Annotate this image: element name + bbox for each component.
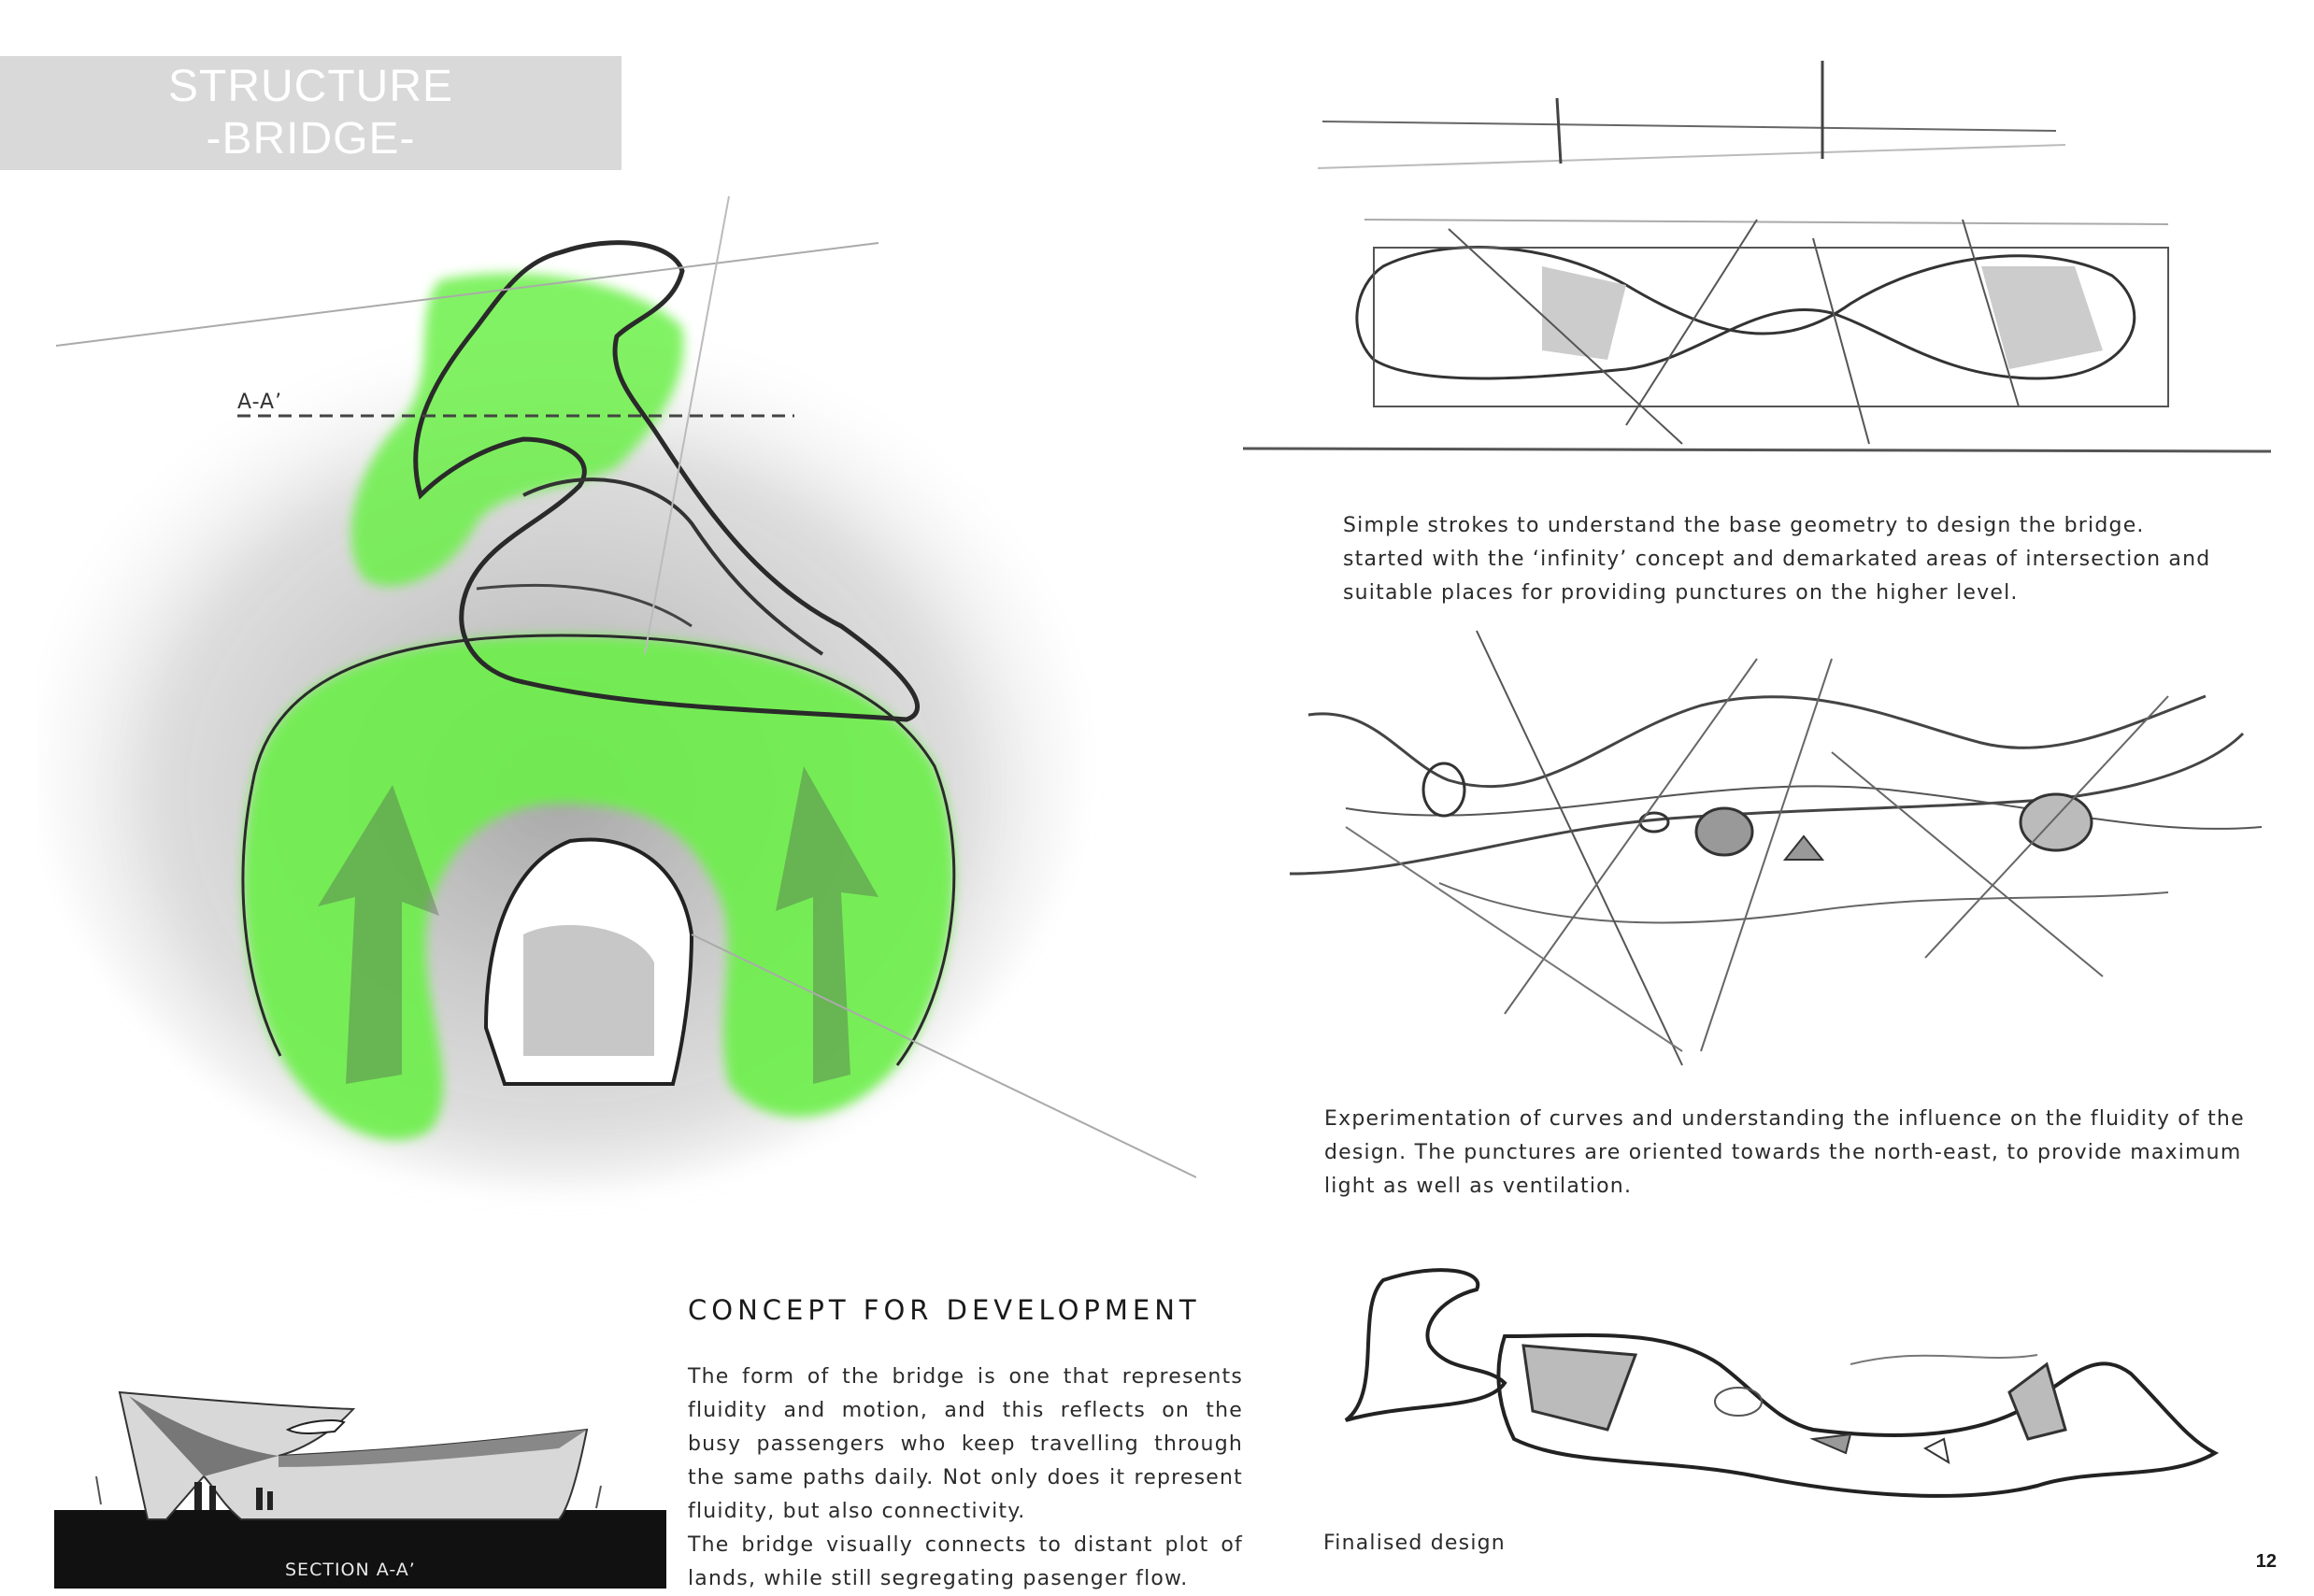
section-drawing: [54, 1355, 666, 1589]
curve: [1439, 883, 2168, 922]
infinity-sketch: [1234, 51, 2290, 463]
infinity-caption: [1343, 509, 2210, 610]
curves-caption: [1324, 1103, 2245, 1204]
sketch-line: [1318, 145, 2065, 168]
title-box: [0, 56, 621, 170]
caption-line: Simple strokes to understand the base geometry to design the bridge.: [1343, 514, 2145, 537]
grass: [596, 1486, 601, 1508]
sketch-line: [1813, 238, 1869, 444]
person: [267, 1491, 273, 1510]
caption-line: Experimentation of curves and understanding the influence on the fluidity of the: [1324, 1107, 2245, 1131]
final-caption: Finalised design: [1323, 1532, 1506, 1555]
page-number: 12: [2255, 1551, 2277, 1572]
final-puncture: [2009, 1364, 2065, 1439]
title-line1: STRUCTURE: [168, 62, 453, 111]
puncture: [2021, 794, 2092, 850]
sketch-line: [1477, 631, 1682, 1065]
final-form: [1346, 1270, 1505, 1420]
sketch-line: [1322, 121, 2056, 131]
person: [194, 1482, 202, 1510]
section-label: SECTION A-A’: [285, 1560, 416, 1580]
person: [256, 1488, 263, 1510]
puncture: [1423, 763, 1464, 816]
person: [209, 1486, 216, 1510]
sketch-line: [1925, 696, 2168, 958]
hatched-area: [1542, 266, 1626, 360]
final-design-sketch: [1327, 1252, 2243, 1523]
concept-paragraphs: [688, 1361, 1243, 1596]
sketch-line: [1449, 229, 1682, 444]
curves-sketch: [1234, 621, 2290, 1089]
final-puncture: [1925, 1439, 1949, 1462]
hatched-area: [1981, 266, 2103, 369]
caption-line: started with the ‘infinity’ concept and demarkated areas of intersection and: [1343, 548, 2211, 571]
main-bridge-sketch: [37, 187, 1196, 1261]
concept-heading: CONCEPT FOR DEVELOPMENT: [688, 1294, 1201, 1326]
caption-line: suitable places for providing punctures on the higher level.: [1343, 581, 2019, 605]
sketch-line: [1557, 98, 1561, 164]
sketch-line: [1832, 752, 2103, 976]
sketch-line: [1243, 449, 2271, 451]
curve: [1308, 696, 2206, 787]
section-marker: A-A’: [237, 391, 283, 414]
final-puncture: [1813, 1434, 1850, 1453]
final-curve: [1850, 1355, 2037, 1364]
grass: [96, 1476, 101, 1504]
final-puncture: [1523, 1346, 1636, 1430]
tunnel-shade: [523, 925, 654, 1056]
title-line2: -BRIDGE-: [206, 114, 416, 164]
puncture: [1785, 836, 1822, 860]
concept-paragraph: The bridge visually connects to distant plot of lands, while still segregating pasenger flow.: [688, 1533, 1243, 1590]
sketch-line: [1626, 220, 1757, 425]
concept-paragraph: The form of the bridge is one that represents fluidity and motion, and this reflects on the busy passengers who keep travelling through the same paths daily. Not only does it represent fluidity, but also connectivity.: [688, 1365, 1243, 1523]
puncture: [1696, 808, 1752, 855]
final-puncture: [1715, 1388, 1762, 1416]
caption-line: light as well as ventilation.: [1324, 1175, 1633, 1198]
sketch-line: [1364, 220, 2168, 224]
caption-line: design. The punctures are oriented towards the north-east, to provide maximum: [1324, 1141, 2242, 1164]
sketch-line: [1346, 827, 1682, 1051]
curve: [1346, 786, 2262, 829]
